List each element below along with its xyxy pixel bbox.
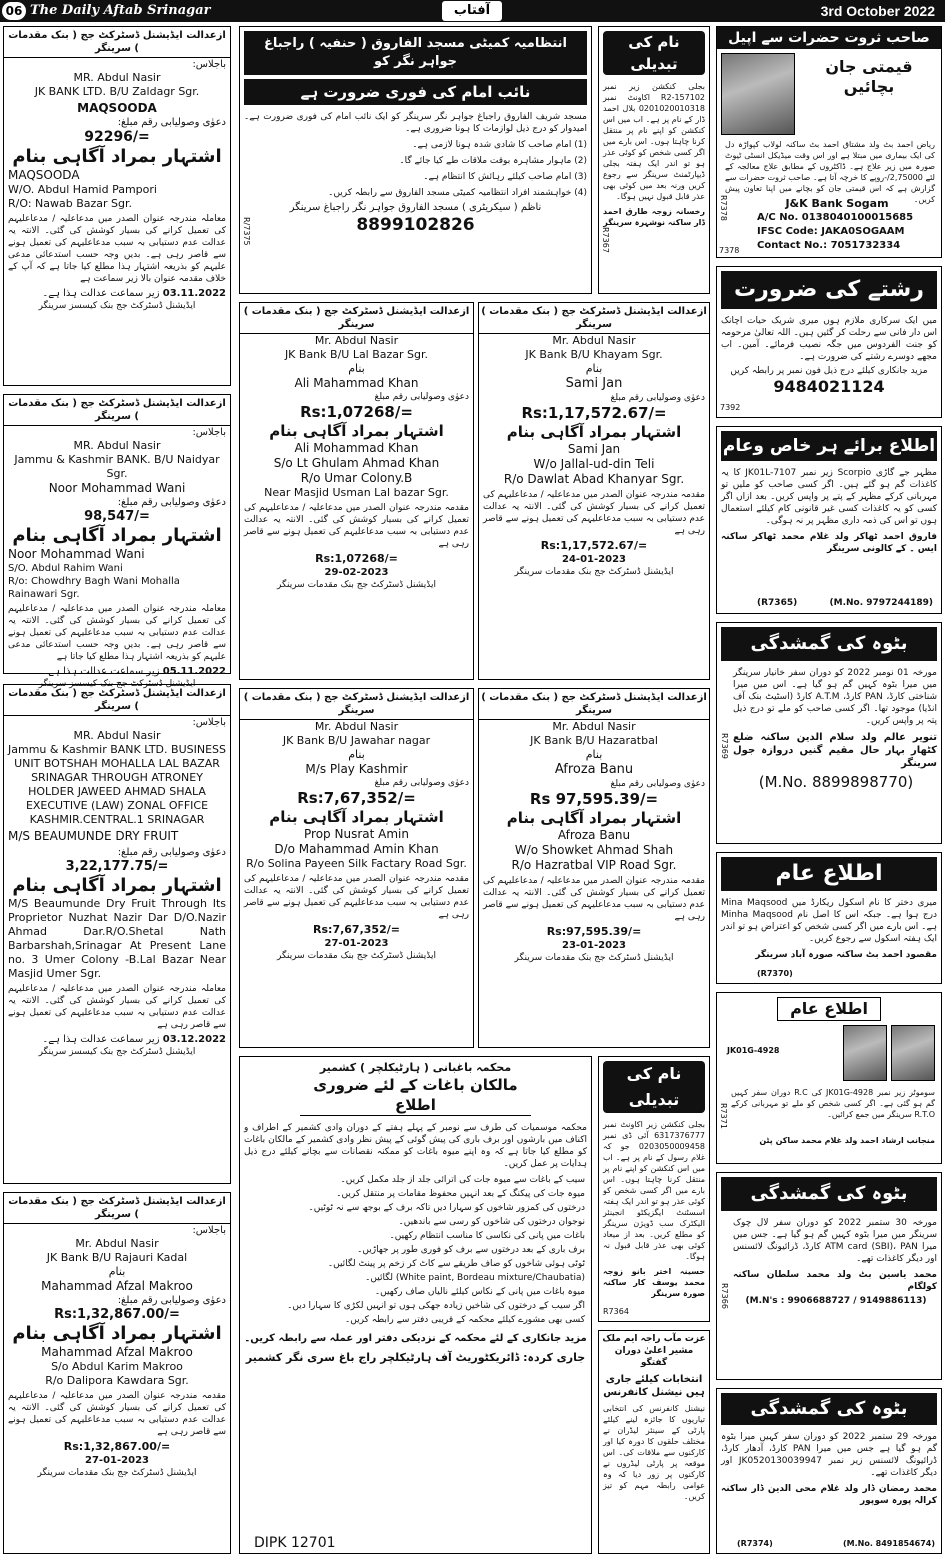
public-notice-1 xyxy=(716,852,942,984)
ittila-aam2-body: سوموٹر زیر نمبر JK01G-4928 کی R.C دوران سفر کہیں گم ہو گئی ہے۔ اگر کسی شخص کو ملے تو مہربانی کرکے R.T.O سرینگر میں جمع کرائیں۔ xyxy=(731,1088,935,1119)
banam-label: بنام xyxy=(348,362,365,375)
claim-amount-repeat: Rs:1,32,867.00/= xyxy=(63,1440,171,1453)
court-notice-beaumunde xyxy=(3,684,231,1184)
plaintiff-bank: JK BANK LTD. B/U Zaldagr Sgr. xyxy=(34,85,200,98)
hearing-date-row xyxy=(4,665,230,678)
appeal-code: 7378 xyxy=(719,246,740,255)
ifsc-label: IFSC Code: xyxy=(757,226,818,237)
defendant-parentage: W/o Showket Ahmad Shah xyxy=(514,843,674,857)
name-change-ref: R7367 xyxy=(601,227,610,253)
ittila-khas-mobile: (M.No. 9797244189) xyxy=(829,598,933,608)
batwa3-mobile: (M.No. 8491854674) xyxy=(843,1539,935,1548)
conference-body: نیشنل کانفرنس کی انتخابی تیاریوں کا جائزہ لینے کیلئے پارٹی کے سینئر لیڈران نے مختلف حلقوں کا دورہ کیا اور کارکنوں سے ملاقات کی۔ اس موقعہ پر پارٹی لیڈروں نے کارکنوں پر زور دیا کہ وہ عوامی رابطہ مہم کو تیز کریں۔ xyxy=(603,1404,705,1501)
ishtihar-heading: اشتہار بمراد آگاہی بنام xyxy=(506,423,682,441)
defendant-name: Sami Jan xyxy=(567,442,621,456)
masjid-subtitle: نائب امام کی فوری ضرورت ہے xyxy=(244,79,587,105)
hearing-date: 05.11.2022 xyxy=(162,666,226,677)
by-label: باجلاس: xyxy=(192,717,226,728)
notice-footer: ایڈیشنل ڈسٹرکٹ جج بنک کیسسز سرینگر xyxy=(38,301,196,311)
horti-item: میوہ باغات میں پانی کے نکاس کیلئے نالیاں صاف رکھیں۔ xyxy=(374,1287,585,1297)
ittila-khas-ref: (R7365) xyxy=(757,598,798,608)
batwa1-ref: R7369 xyxy=(720,733,729,759)
paper-logo: آفتاب xyxy=(442,1,502,21)
court-heading: ازعدالت ایڈیشنل ڈسٹرکٹ جج ( بنک مقدمات ) سرینگر xyxy=(4,395,230,426)
defendant-parentage: W/o Jallal-ud-din Teli xyxy=(533,457,655,471)
court-notice-noor-mohammad xyxy=(3,394,231,689)
horti-item: ٹوٹی ہوئی شاخوں کو صاف طریقے سے کاٹ کر زخم پر پینٹ لگائیں۔ xyxy=(327,1259,585,1269)
notice-body: مقدمہ مندرجہ عنوان الصدر میں مدعاعلیہ / مدعاعلیہم کی تعمیل کرانے کی بسیار کوشش کی گئی۔ الانتہ یہ عدالت عدم دستیابی بہ سبب مدعاعلیہم کی تعمیل ہونے سے قاصر رہی ہے xyxy=(483,876,705,922)
masthead xyxy=(0,0,945,22)
court-notice-play-kashmir xyxy=(239,688,474,1048)
claim-label: دعوٰی وصولیابی رقم مبلغ xyxy=(374,392,469,402)
defendant-name: Afroza Banu xyxy=(557,828,631,842)
banam-label: بنام xyxy=(108,1265,126,1278)
ittila-aam1-ref: (R7370) xyxy=(757,969,793,978)
defendant-name: Ali Mohammad Khan xyxy=(294,441,419,455)
appeal-headline: قیمتی جان بچائیں xyxy=(825,57,913,96)
court-notice-ali-khan xyxy=(239,302,474,680)
defendant-heading: MAQSOODA xyxy=(77,101,157,115)
rishte-contact-label: مزید جانکاری کیلئے درج ذیل فون نمبر پر رابطہ کریں xyxy=(730,366,928,376)
marriage-proposal-ad xyxy=(716,266,942,418)
masjid-item-4: (4) خواہشمند افراد انتظامیہ کمیٹی مسجد الفاروق سے رابطہ کریں۔ xyxy=(328,188,587,198)
masjid-contact-label: ناظم ( سیکریٹری ) مسجد الفاروق جواہر نگر راجباغ سرینگر xyxy=(289,202,542,213)
defendant-name-top: Sami Jan xyxy=(565,376,623,391)
defendant-address-2: Near Masjid Usman Lal bazar Sgr. xyxy=(264,486,449,499)
horti-item: کسی بھی مشورے کیلئے محکمہ کے قریبی دفتر سے رابطہ کریں۔ xyxy=(345,1315,585,1325)
batwa3-ref: (R7374) xyxy=(737,1539,773,1548)
masjid-body: مسجد شریف الفاروق راجباغ جواہر نگر سرینگر کو ایک نائب امام کی فوری ضرورت ہے۔ امیدوار کو درج ذیل لوازمات کا ہونا ضروری ہے۔ xyxy=(244,112,587,134)
plaintiff-bank: JK Bank B/U Rajauri Kadal xyxy=(46,1251,188,1264)
notice-body: معاملہ مندرجہ عنوان الصدر میں مدعاعلیہ / مدعاعلیہم کی تعمیل کرانے کی بسیار کوشش کی گئی۔ الانتہ یہ عدالت عدم دستیابی بہ سبب مدعاعلیہم کی تعمیل ہونے سے قاصر رہی ہے xyxy=(8,984,226,1030)
court-heading: ازعدالت ایڈیشنل ڈسٹرکٹ جج ( بنک مقدمات ) سرینگر xyxy=(240,303,473,334)
presiding-officer: Mr. Abdul Nasir xyxy=(314,720,399,733)
vehicle-number: JK01G-4928 xyxy=(727,1046,780,1055)
public-notice-2 xyxy=(716,992,942,1164)
ittila-aam1-sign: مقصود احمد بٹ ساکنہ صورہ آباد سرینگر xyxy=(755,950,937,960)
notice-body: مقدمہ مندرجہ عنوان الصدر میں مدعاعلیہ / مدعاعلیہم کی تعمیل کرانے کی بسیار کوشش کی گئی۔ الانتہ یہ عدالت عدم دستیابی بہ سبب مدعاعلیہم کی تعمیل ہونے سے قاصر رہی ہے xyxy=(483,490,705,536)
defendant-address: R/o Dawlat Abad Khanyar Sgr. xyxy=(503,472,685,486)
hearing-date: 29-02-2023 xyxy=(324,567,389,578)
batwa3-title: بٹوہ کی گمشدگی xyxy=(721,1393,937,1425)
name-change2-body: بجلی کنکشن زیر اکاونٹ نمبر 6317376777 آئی ڈی نمبر 0203050009458 جو کہ غلام رسول کے نام پر ہے۔ اب میں اس کنکشن کو اپنے نام پر منتقل کرنا چاہتا ہوں۔ اس بارے میں اگر کسی شخص کو کوئی عذر ہو تو اندر ایک ہفتہ اسسٹنٹ ایگزیکٹو انجینئر الیکٹرک سب ڈویژن سرینگر کو مطلع کریں۔ بعد از میعاد کوئی بھی عذر قابل قبول نہ ہوگا۔ xyxy=(603,1120,705,1261)
court-notice-afzal-makroo xyxy=(3,1192,231,1554)
presiding-officer: Mr. Abdul Nasir xyxy=(75,1237,159,1250)
masjid-item-1: (1) امام صاحب کا شادی شدہ ہونا لازمی ہے۔ xyxy=(412,140,587,150)
masjid-item-2: (2) ماہوار مشاہرہ بوقت ملاقات طے کیا جائے گا۔ xyxy=(399,156,587,166)
name-change-ad-2 xyxy=(598,1056,710,1322)
notice-footer: ایڈیشنل ڈسٹرکٹ جج بنک مقدمات سرینگر xyxy=(514,567,674,577)
hearing-date-row xyxy=(4,1033,230,1046)
ishtihar-heading: اشتہار بمراد آگاہی بنام xyxy=(12,1323,222,1344)
court-heading: ازعدالت ایڈیشنل ڈسٹرکٹ جج ( بنک مقدمات ) سرینگر xyxy=(479,303,709,334)
presiding-officer: MR. Abdul Nasir xyxy=(73,71,161,84)
banam-label: بنام xyxy=(585,748,603,761)
defendant-parentage: S/o Lt Ghulam Ahmad Khan xyxy=(273,456,440,470)
batwa2-sign: محمد یاسین بٹ ولد محمد سلطان ساکنہ کولگام xyxy=(733,1270,937,1292)
batwa1-title: بٹوہ کی گمشدگی xyxy=(721,627,937,661)
masjid-item-3: (3) امام صاحب کیلئے رہائش کا انتظام ہے۔ xyxy=(423,172,587,182)
court-heading: ازعدالت ایڈیشنل ڈسٹرکٹ جج ( بنک مقدمات ) سرینگر xyxy=(479,689,709,720)
paper-name: The Daily Aftab Srinagar xyxy=(30,3,211,18)
lost-wallet-ad-1 xyxy=(716,622,942,844)
batwa1-sign: تنویر عالم ولد سلام الدین ساکنہ ضلع کٹھار بہار حال مقیم گنیں دروازہ جول سرینگر xyxy=(733,732,937,769)
page-number: 06 xyxy=(2,2,26,20)
batwa2-title: بٹوہ کی گمشدگی xyxy=(721,1177,937,1211)
name-change-title: نام کی تبدیلی xyxy=(603,31,705,75)
person-photo-2 xyxy=(891,1025,935,1081)
claim-label: دعوٰی وصولیابی رقم مبلغ: xyxy=(117,847,226,858)
claim-label: دعوٰی وصولیابی رقم مبلغ xyxy=(610,393,705,403)
defendant-name: MAQSOODA xyxy=(8,168,80,182)
presiding-officer: Mr. Abdul Nasir xyxy=(552,334,636,347)
hearing-label: زیر سماعت عدالت ہذا ہے۔ xyxy=(42,666,160,677)
horti-title: مالکان باغات کے لئے ضروری اطلاع xyxy=(300,1075,531,1116)
by-label: باجلاس: xyxy=(192,1225,226,1236)
horticulture-advisory xyxy=(239,1056,592,1554)
appeal-bank: J&K Bank Sogam xyxy=(785,197,889,210)
rishte-ref: 7392 xyxy=(720,403,741,412)
claim-amount-repeat: Rs:1,07268/= xyxy=(315,552,398,565)
name-change2-title: نام کی تبدیلی xyxy=(603,1061,705,1113)
lost-wallet-ad-2 xyxy=(716,1172,942,1380)
claim-amount: Rs:1,32,867.00/= xyxy=(54,1307,180,1322)
horti-items xyxy=(240,1174,591,1326)
defendant-heading: Noor Mohammad Wani xyxy=(48,481,186,495)
batwa3-body: مورخہ 29 ستمبر 2022 کو دوران سفر کہیں میرا بٹوہ گم ہو گیا ہے جس میں میرا PAN کارڈ، آدھار کارڈ، ڈرائیونگ لائسنس زیر نمبر JK0520130039947 اور دیگر کاغذات تھے۔ xyxy=(721,1432,937,1478)
horti-issuer: جاری کردہ: ڈائریکٹوریٹ آف ہارٹیکلچر راج باغ سری نگر کشمیر xyxy=(245,1351,586,1364)
person-photo-1 xyxy=(843,1025,887,1081)
claim-amount-repeat: Rs:97,595.39/= xyxy=(546,925,642,938)
appeal-ad xyxy=(716,26,942,258)
appeal-account-row xyxy=(757,211,913,224)
horti-contact: مزید جانکاری کے لئے محکمہ کے نزدیکی دفتر اور عملہ سے رابطہ کریں۔ xyxy=(244,1333,587,1344)
claim-amount: Rs:1,07268/= xyxy=(300,403,413,421)
claim-amount: 92296/= xyxy=(84,129,150,145)
horti-item: سیب کے باغات سے میوہ جات کی اترائی جلد از جلد مکمل کریں۔ xyxy=(340,1175,585,1185)
claim-amount: Rs:7,67,352/= xyxy=(297,789,416,807)
horti-intro: محکمہ موسمیات کی طرف سے نومبر کے پہلے ہفتے کے دوران وادی کشمیر کے اطراف و اکناف میں بارشوں اور برف باری کی پیش گوئی کے پیش نظر وادی کشمیر کے مالکان باغات کو مطلع کیا جاتا ہے کہ وہ اپنے میوہ باغات کو ممکنہ نقصانات سے بچانے کیلئے درج ذیل ہدایات پر عمل کریں۔ xyxy=(244,1123,587,1169)
appeal-contact-row xyxy=(757,239,900,252)
defendant-parentage: W/O. Abdul Hamid Pampori xyxy=(8,183,157,196)
defendant-parentage: S/o Abdul Karim Makroo xyxy=(51,1360,183,1373)
name-change2-ref: R7364 xyxy=(603,1307,629,1316)
court-heading: ازعدالت ایڈیشنل ڈسٹرکٹ جج ( بنک مقدمات ) سرینگر xyxy=(240,689,473,720)
conference-news xyxy=(598,1330,710,1554)
claim-label: دعوٰی وصولیابی رقم مبلغ xyxy=(374,778,469,788)
lost-wallet-ad-3 xyxy=(716,1388,942,1554)
defendant-name-top: Mahammad Afzal Makroo xyxy=(41,1279,193,1293)
dipk-number: DIPK 12701 xyxy=(254,1535,336,1551)
plaintiff-bank: JK Bank B/U Hazaratbal xyxy=(530,734,658,747)
plaintiff-bank: Jammu & Kashmir BANK. B/U Naidyar Sgr. xyxy=(14,453,220,480)
ittila-aam1-title: اطلاع عام xyxy=(721,857,937,891)
masjid-ref: R/7375 xyxy=(242,217,251,246)
claim-amount-repeat: Rs:7,67,352/= xyxy=(313,923,400,936)
batwa3-sign: محمد رمضان ڈار ولد غلام محی الدین ڈار ساکنہ کرالہ پورہ سوپور xyxy=(721,1484,937,1506)
patient-photo xyxy=(721,53,795,135)
appeal-ref: R7378 xyxy=(719,195,728,221)
notice-body: مقدمہ مندرجہ عنوان الصدر میں مدعاعلیہ / مدعاعلیہم کی تعمیل کرانے کی بسیار کوشش کی گئی۔ الانتہ یہ عدالت عدم دستیابی بہ سبب مدعاعلیہم کی تعمیل ہونے سے قاصر رہی ہے xyxy=(244,874,469,920)
claim-label: دعوٰی وصولیابی رقم مبلغ: xyxy=(117,117,226,128)
claim-amount: 98,547/= xyxy=(84,509,150,524)
batwa1-body: مورخہ 01 نومبر 2022 کو دوران سفر خانیار سرینگر میں میرا بٹوہ کہیں گم ہو گیا ہے۔ اس میں میرا شناختی کارڈ، PAN کارڈ، A.T.M کارڈ (اسٹیٹ بنک آف انڈیا) موجود تھا۔ اگر کسی صاحب کو ملے تو درج ذیل پتہ پر واپس کریں۔ xyxy=(733,668,937,726)
defendant-address: R/o Dalipora Kawdara Sgr. xyxy=(45,1374,189,1387)
claim-amount: 3,22,177.75/= xyxy=(65,859,169,874)
horti-dept: محکمہ باغبانی ( ہارٹیکلچر ) کشمیر xyxy=(319,1061,512,1074)
ittila-aam1-body: میری دختر کا نام اسکول ریکارڈ میں Mina Maqsood درج ہوا ہے۔ جبکہ اس کا اصل نام Minha Maqsood ہے۔ اس بارے میں اگر کسی شخص کو اعتراض ہو تو اندر ایک ہفتہ اسکول سے رجوع کریں۔ xyxy=(721,898,937,944)
defendant-name-top: Afroza Banu xyxy=(554,762,634,777)
ishtihar-heading: اشتہار بمراد آگاہی بنام xyxy=(12,875,222,896)
ittila-khas-sign: فاروق احمد ٹھاکر ولد غلام محمد ٹھاکر ساکنہ ایس ۔ کے کالونی سرینگر xyxy=(721,532,937,554)
name-change-ad-1 xyxy=(598,26,710,294)
rishte-phone: 9484021124 xyxy=(773,377,885,396)
issue-date: 3rd October 2022 xyxy=(820,3,935,19)
horti-item: میوہ جات کی پیکنگ کے بعد انہیں محفوظ مقامات پر منتقل کریں۔ xyxy=(336,1189,585,1199)
conference-subtitle: انتخابات کیلئے جاری ہیں نیشنل کانفرنس xyxy=(603,1374,705,1398)
horti-item: درختوں کی کمزور شاخوں کو سہارا دیں تاکہ برف کے بوجھ سے نہ ٹوٹیں۔ xyxy=(308,1203,585,1213)
presiding-officer: MR. Abdul Nasir xyxy=(73,729,161,742)
appeal-body: ریاض احمد بٹ ولد مشتاق احمد بٹ ساکنہ لولاب کپواڑہ دل کی ایک بیماری میں مبتلا ہے اور اس وقت میڈیکل انسٹی ٹیوٹ صورہ میں زیر علاج ہے۔ ڈاکٹروں کے مطابق علاج معالجہ کے لئے 2,75000/-روپے کا خرچہ آتا ہے۔ صاحب ثروت حضرات سے گزارش ہے کہ اس قیمتی جان کو بچانے میں اپنا تعاون پیش کریں۔ xyxy=(725,140,935,204)
hearing-date: 24-01-2023 xyxy=(562,554,626,565)
ittila-aam2-title: اطلاع عام xyxy=(777,997,881,1021)
notice-footer: ایڈیشنل ڈسٹرکٹ جج بنک مقدمات سرینگر xyxy=(277,951,436,961)
name-change2-sign: حسینہ اختر بانو زوجہ محمد یوسف کار ساکنہ صورہ سرینگر xyxy=(603,1267,705,1298)
claim-label: دعوٰی وصولیابی رقم مبلغ: xyxy=(117,1295,226,1306)
batwa1-mobile: (M.No. 8899898770) xyxy=(758,773,914,791)
ittila-aam2-sign: منجانب ارشاد احمد ولد غلام محمد ساکن پٹن xyxy=(759,1136,935,1145)
claim-label: دعوٰی وصولیابی رقم مبلغ xyxy=(610,779,705,789)
name-change-sign: رخسانہ زوجہ طارق احمد ڈار ساکنہ نوشہرہ سرینگر xyxy=(603,207,705,227)
defendant-parentage: S/O. Abdul Rahim Wani xyxy=(8,563,123,574)
court-heading: ازعدالت ایڈیشنل ڈسٹرکٹ جج ( بنک مقدمات ) سرینگر xyxy=(4,685,230,716)
banam-label: بنام xyxy=(348,748,365,761)
horti-item: (White paint, Bordeau mixture/Chaubatia) لگائیں۔ xyxy=(365,1273,585,1283)
defendant-name: Mahammad Afzal Makroo xyxy=(41,1345,193,1359)
hearing-date: 27-01-2023 xyxy=(324,938,389,949)
banam-label: بنام xyxy=(585,362,603,375)
hearing-date: 03.11.2022 xyxy=(162,288,226,299)
plaintiff-bank: JK Bank B/U Khayam Sgr. xyxy=(525,348,663,361)
court-notice-sami-jan xyxy=(478,302,710,680)
defendant-address: R/O: Nawab Bazar Sgr. xyxy=(8,197,132,210)
masjid-phone: 8899102826 xyxy=(356,215,475,235)
hearing-date: 03.12.2022 xyxy=(162,1034,226,1045)
appeal-ifsc-row xyxy=(757,225,904,238)
defendant-address: R/o Solina Payeen Silk Factary Road Sgr. xyxy=(246,857,467,870)
claim-label: دعوٰی وصولیابی رقم مبلغ: xyxy=(117,497,226,508)
ittila-khas-body: مظہر جے گاڑی Scorpio زیر نمبر JK01L-7107 کا یہ کاغذات گم ہو گئے ہیں۔ اگر کسی صاحب کو ملیں تو مہربانی کرکے مظہر کے پتے پر واپس کریں۔ بعد ازاں اگر کسی کو یہ کاغذات کسی غیر قانونی کام کیلئے استعمال ہوں تو اس کی ذمہ داری مظہر پر نہ ہوگی۔ xyxy=(721,468,937,526)
rishte-title: رشتے کی ضرورت xyxy=(721,271,937,309)
defendant-name: Noor Mohammad Wani xyxy=(8,547,145,561)
plaintiff-bank: Jammu & Kashmir BANK LTD. BUSINESS UNIT BOTSHAH MOHALLA LAL BAZAR SRINAGAR THROUGH ATRONEY HOLDER JAWEED AHMAD SHALA EXECUTIVE (LAW) ZONAL OFFICE KASHMIR.CENTRAL.1 SRINAGAR xyxy=(8,743,226,826)
defendant-address: R/o Umar Colony.B xyxy=(300,471,413,485)
notice-footer: ایڈیشنل ڈسٹرکٹ جج بنک مقدمات سرینگر xyxy=(277,580,436,590)
conference-title: عزت مآب راجہ ایم ملک مشیر اعلیٰ دوران گفتگو xyxy=(602,1334,706,1368)
court-notice-maqsooda xyxy=(3,26,231,386)
ishtihar-heading: اشتہار بمراد آگاہی بنام xyxy=(506,809,682,827)
defendant-address: R/o: Chowdhry Bagh Wani Mohalla Rainawari Sgr. xyxy=(8,576,180,600)
court-notice-afroza-banu xyxy=(478,688,710,1048)
ishtihar-heading: اشتہار بمراد آگاہی بنام xyxy=(269,422,444,440)
claim-amount-repeat: Rs:1,17,572.67/= xyxy=(540,539,648,552)
defendant-name-top: Ali Mahammad Khan xyxy=(294,376,419,390)
hearing-date: 23-01-2023 xyxy=(562,940,626,951)
account-number: 0138040100015685 xyxy=(801,212,914,223)
presiding-officer: MR. Abdul Nasir xyxy=(73,439,161,452)
ifsc-code: JAKA0SOGAAM xyxy=(821,226,905,237)
rishte-body: میں ایک سرکاری ملازم ہوں میری شریک حیات اچانک اس دار فانی سے رحلت کر گئیں ہیں۔ اللہ تعالیٰ مرحومہ کو جنت الفردوس میں جگہ نصیب فرمائے۔ آمین۔ اب مجھے دوسرے رشتے کی ضرورت ہے۔ xyxy=(721,316,937,362)
notice-footer: ایڈیشنل ڈسٹرکٹ جج بنک کیسسز سرینگر xyxy=(38,679,196,689)
presiding-officer: Mr. Abdul Nasir xyxy=(552,720,636,733)
by-label: باجلاس: xyxy=(192,59,226,70)
notice-body: مقدمہ مندرجہ عنوان الصدر میں مدعاعلیہ / مدعاعلیہم کی تعمیل کرانے کی بسیار کوشش کی گئی۔ الانتہ یہ عدالت عدم دستیابی بہ سبب مدعاعلیہم کی تعمیل ہونے سے قاصر رہی ہے xyxy=(244,503,469,549)
notice-footer: ایڈیشنل ڈسٹرکٹ جج بنک مقدمات سرینگر xyxy=(37,1468,197,1478)
by-label: باجلاس: xyxy=(192,427,226,438)
ittila-aam2-ref: R7371 xyxy=(719,1103,728,1129)
notice-body: مقدمہ مندرجہ عنوان الصدر میں مدعاعلیہ / مدعاعلیہم کی تعمیل کرانے کی بسیار کوشش کی گئی۔ الانتہ یہ عدالت عدم دستیابی بہ سبب مدعاعلیہم کی تعمیل ہونے سے قاصر رہی ہے xyxy=(8,1391,226,1437)
masjid-title: انتظامیہ کمیٹی مسجد الفاروق ( حنفیہ ) راجباغ جواہر نگر کو xyxy=(244,31,587,75)
notice-general-public xyxy=(716,426,942,614)
defendant-parentage: D/o Mahammad Amin Khan xyxy=(274,842,439,856)
ishtihar-heading: اشتہار بمراد آگاہی بنام xyxy=(269,808,444,826)
notice-footer: ایڈیشنل ڈسٹرکٹ جج بنک مقدمات سرینگر xyxy=(514,953,674,963)
name-change-body: بجلی کنکشن زیر نمبر 157102-R2 اکاونٹ نمبر 0201020010318 بلال احمد ڈار کے نام پر ہے۔ اب میں اس کنکشن کو اپنے نام پر منتقل کرنا چاہتا ہوں۔ اس بارے میں اگر کسی شخص کو کوئی عذر ہو تو اندر ایک ہفتہ بجلی ڈیپارٹمنٹ سرینگر سے رجوع کریں ورنہ بعد میں کوئی بھی عذر قابل قبول نہیں ہوگا۔ xyxy=(603,82,705,201)
masjid-imam-ad xyxy=(239,26,592,294)
horti-item: برف باری کے بعد درختوں سے برف کو فوری طور پر جھاڑیں۔ xyxy=(357,1245,585,1255)
court-heading: ازعدالت ایڈیشنل ڈسٹرکٹ جج ( بنک مقدمات ) سرینگر xyxy=(4,27,230,58)
batwa2-body: مورخہ 30 ستمبر 2022 کو دوران سفر لال چوک سرینگر میں میرا بٹوہ کہیں گم ہو گیا ہے۔ جس میں میرا ATM card (SBI)، PAN کارڈ، ڈرائیونگ لائسنس اور دیگر کاغذات تھے۔ xyxy=(733,1218,938,1264)
account-label: A/C No. xyxy=(757,212,799,223)
plaintiff-bank: JK Bank B/U Lal Bazar Sgr. xyxy=(284,348,429,361)
court-heading: ازعدالت ایڈیشنل ڈسٹرکٹ جج ( بنک مقدمات ) سرینگر xyxy=(4,1193,230,1224)
claim-amount: Rs:1,17,572.67/= xyxy=(521,404,667,422)
horti-item: باغات میں پانی کی نکاسی کا مناسب انتظام رکھیں۔ xyxy=(389,1231,585,1241)
batwa2-ref: R7366 xyxy=(720,1283,729,1309)
notice-body: معاملہ مندرجہ عنوان الصدر میں مدعاعلیہ / مدعاعلیہم کی تعمیل کرانے کی بسیار کوشش کی گئی۔ الانتہ یہ عدالت عدم دستیابی بہ سبب مدعاعلیہم کی تعمیل ہونے سے قاصر رہی ہے۔ بدیں وجہ حسب استدعائی مدعی علیہم کو بذریعہ اشتہار ہذا مطلع کیا جاتا ہے xyxy=(8,604,226,662)
hearing-label: زیر سماعت عدالت ہذا ہے۔ xyxy=(42,1034,160,1045)
defendant-name: M/S Beaumunde Dry Fruit Through Its Proprietor Nuzhat Nazir Dar D/O.Nazir Ahmad Dar.R/O.Shetal Nath Barbarshah,Srinagar At Present Lane no. 3 Umer Colony -B.Lal Bazar Near Masjid Umer Sgr. xyxy=(8,897,226,980)
notice-body: معاملہ مندرجہ عنوان الصدر میں مدعاعلیہ / مدعاعلیہم کی تعمیل کرانے کی بسیار کوشش کی گئی۔ الانتہ یہ عدالت عدم دستیابی بہ سبب مدعاعلیہم کی تعمیل ہونے سے قاصر رہی ہے۔ بدیں وجہ حسب استدعائی مدعی علیہم کو بذریعہ اشتہار ہذا مطلع کیا جاتا ہے کہ آپ کے خلاف مقدمہ عنوان بالا زیر سماعت ہے xyxy=(8,214,226,284)
claim-amount: Rs 97,595.39/= xyxy=(529,790,659,808)
ishtihar-heading: اشتہار بمراد آگاہی بنام xyxy=(12,525,222,546)
notice-footer: ایڈیشنل ڈسٹرکٹ جج بنک کیسسز سرینگر xyxy=(38,1047,196,1057)
ittila-khas-title: اطلاع برائے ہر خاص وعام xyxy=(721,431,937,461)
horti-item: اگر سیب کے درختوں کی شاخیں زیادہ جھکی ہوں تو انہیں لکڑی کا سہارا دیں۔ xyxy=(287,1301,585,1311)
defendant-name: Prop Nusrat Amin xyxy=(304,827,409,841)
hearing-label: زیر سماعت عدالت ہذا ہے۔ xyxy=(42,288,160,299)
hearing-date: 27-01-2023 xyxy=(85,1455,149,1466)
ishtihar-heading: اشتہار بمراد آگاہی بنام xyxy=(12,146,222,167)
appeal-title: صاحب ثروت حضرات سے اپیل xyxy=(717,27,941,49)
hearing-date-row xyxy=(4,287,230,300)
contact-label: Contact No.: xyxy=(757,240,828,251)
defendant-address: R/o Hazratbal VIP Road Sgr. xyxy=(511,858,677,872)
batwa2-mobile: (M.N's : 9906688727 / 9149886113) xyxy=(745,1296,927,1306)
presiding-officer: Mr. Abdul Nasir xyxy=(314,334,399,347)
plaintiff-bank: JK Bank B/U Jawahar nagar xyxy=(282,734,431,747)
defendant-name-top: M/s Play Kashmir xyxy=(305,762,408,776)
horti-item: نوجوان درختوں کی شاخوں کو رسی سے باندھیں۔ xyxy=(398,1217,585,1227)
defendant-heading: M/S BEAUMUNDE DRY FRUIT xyxy=(8,829,179,843)
contact-number: 7051732334 xyxy=(830,240,901,251)
